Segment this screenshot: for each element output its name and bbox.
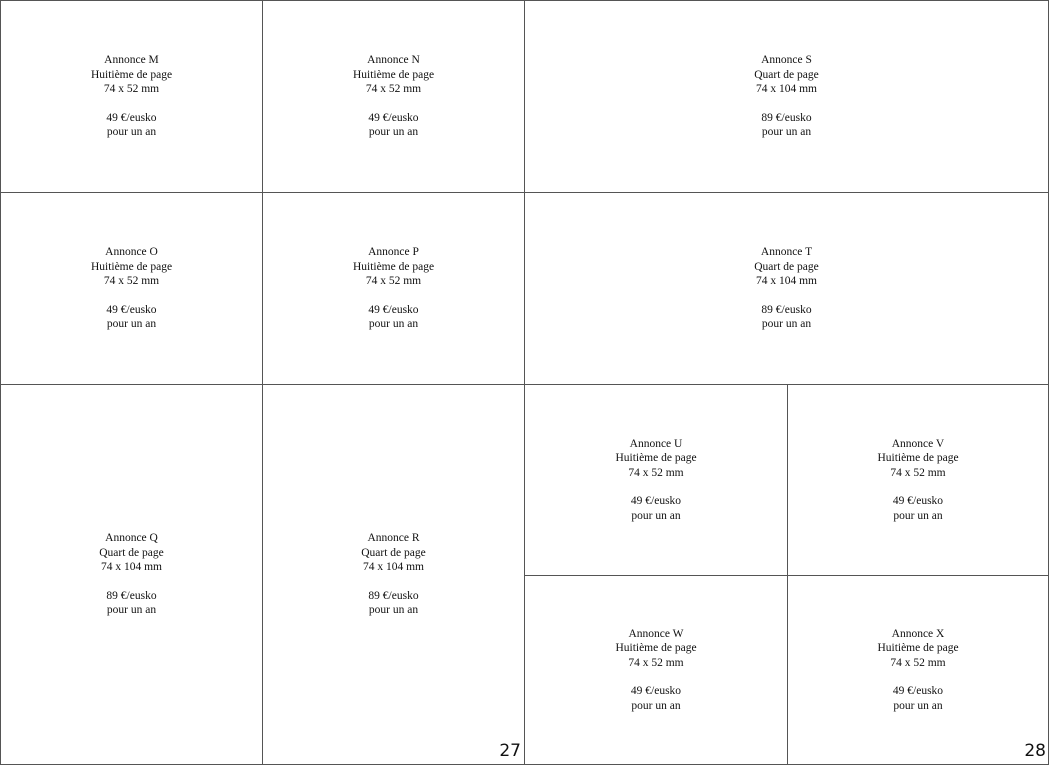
ad-size: 74 x 52 mm: [628, 466, 684, 479]
ad-size: 74 x 52 mm: [103, 275, 160, 288]
ad-size: 74 x 52 mm: [103, 83, 160, 96]
ad-format: Huitième de page: [352, 260, 435, 273]
ad-format: Quart de page: [361, 546, 426, 559]
ad-format: Huitième de page: [90, 260, 173, 273]
ad-slot-p[interactable]: [262, 192, 525, 385]
ad-title: Annonce S: [761, 54, 812, 67]
ad-price: 49 €/eusko: [630, 685, 682, 698]
ad-slot-v[interactable]: [787, 384, 1049, 576]
ad-format: Huitième de page: [90, 68, 173, 81]
page-number: 27: [499, 741, 521, 761]
ad-size: 74 x 104 mm: [362, 561, 424, 574]
ad-size: 74 x 52 mm: [628, 656, 684, 669]
ad-duration: pour un an: [631, 509, 681, 522]
ad-slot-r[interactable]: [262, 384, 525, 765]
ad-duration: pour un an: [893, 699, 943, 712]
ad-duration: pour un an: [631, 699, 681, 712]
ad-size: 74 x 104 mm: [755, 275, 817, 288]
ad-price: 49 €/eusko: [368, 111, 419, 124]
ad-price: 89 €/eusko: [368, 589, 419, 602]
ad-size: 74 x 52 mm: [890, 656, 946, 669]
ad-slot-q[interactable]: [0, 384, 263, 765]
ad-size: 74 x 104 mm: [100, 561, 162, 574]
ad-size: 74 x 104 mm: [755, 83, 817, 96]
page-number: 28: [1024, 741, 1046, 761]
ad-price: 49 €/eusko: [106, 111, 157, 124]
ad-format: Quart de page: [99, 546, 164, 559]
ad-title: Annonce U: [629, 437, 683, 450]
ad-title: Annonce Q: [105, 532, 158, 545]
page-28: [524, 0, 1049, 765]
ad-slot-t[interactable]: [524, 192, 1049, 385]
ad-title: Annonce N: [367, 54, 420, 67]
ad-duration: pour un an: [368, 126, 419, 139]
ad-price: 49 €/eusko: [368, 303, 419, 316]
ad-title: Annonce O: [105, 246, 158, 259]
ad-size: 74 x 52 mm: [890, 466, 946, 479]
ad-duration: pour un an: [761, 318, 812, 331]
ad-format: Huitième de page: [352, 68, 435, 81]
ad-duration: pour un an: [106, 126, 157, 139]
ad-duration: pour un an: [893, 509, 943, 522]
ad-size: 74 x 52 mm: [365, 275, 422, 288]
ad-format: Quart de page: [754, 68, 819, 81]
ad-duration: pour un an: [761, 126, 812, 139]
ad-title: Annonce W: [628, 627, 684, 640]
ad-price: 49 €/eusko: [892, 495, 944, 508]
ad-title: Annonce M: [104, 54, 159, 67]
ad-title: Annonce T: [760, 246, 813, 259]
ad-title: Annonce X: [891, 627, 945, 640]
ad-slot-n[interactable]: [262, 0, 525, 193]
ad-format: Huitième de page: [877, 452, 959, 465]
ad-slot-s[interactable]: [524, 0, 1049, 193]
ad-title: Annonce P: [368, 246, 419, 259]
ad-slot-o[interactable]: [0, 192, 263, 385]
ad-price: 49 €/eusko: [892, 685, 944, 698]
ad-title: Annonce V: [891, 437, 945, 450]
ad-duration: pour un an: [106, 604, 157, 617]
ad-price: 49 €/eusko: [630, 495, 682, 508]
ad-slot-w[interactable]: [524, 575, 788, 765]
ad-duration: pour un an: [368, 318, 419, 331]
ad-duration: pour un an: [368, 604, 419, 617]
ad-slot-u[interactable]: [524, 384, 788, 576]
ad-price: 89 €/eusko: [761, 303, 812, 316]
ad-format: Quart de page: [754, 260, 819, 273]
ad-format: Huitième de page: [615, 452, 697, 465]
ad-price: 89 €/eusko: [106, 589, 157, 602]
ad-price: 49 €/eusko: [106, 303, 157, 316]
ad-duration: pour un an: [106, 318, 157, 331]
ad-format: Huitième de page: [615, 642, 697, 655]
ad-size: 74 x 52 mm: [365, 83, 422, 96]
ad-slot-x[interactable]: [787, 575, 1049, 765]
ad-slot-m[interactable]: [0, 0, 263, 193]
ad-price: 89 €/eusko: [761, 111, 812, 124]
ad-format: Huitième de page: [877, 642, 959, 655]
ad-title: Annonce R: [367, 532, 420, 545]
